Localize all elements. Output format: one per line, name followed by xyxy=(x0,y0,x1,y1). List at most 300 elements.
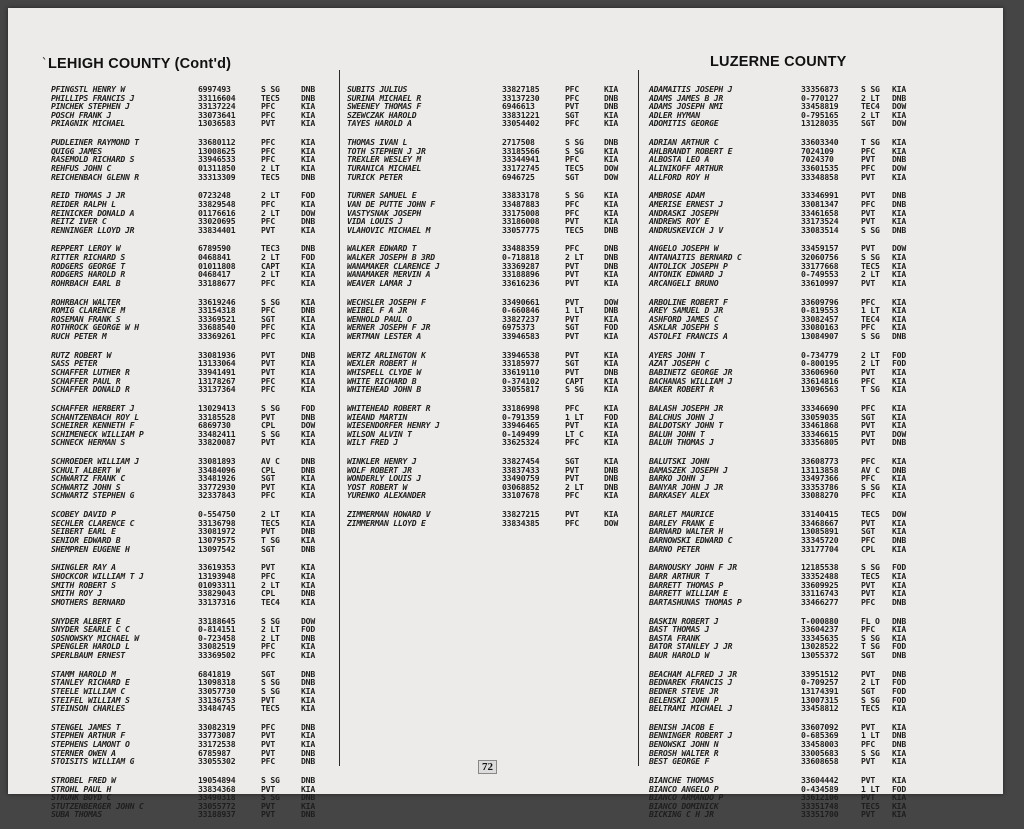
entry-status: DNB xyxy=(892,649,907,660)
roster-group xyxy=(649,349,907,395)
entry-rank: S SG xyxy=(565,137,584,148)
entry-name: SPERLBAUM ERNEST xyxy=(51,649,125,660)
roster-entry xyxy=(649,384,907,395)
entry-serial: 0-685369 xyxy=(801,730,839,741)
entry-serial: 33487883 xyxy=(502,198,540,209)
entry-rank: S SG xyxy=(565,145,584,156)
entry-name: SCHAFFER HERBERT J xyxy=(51,402,135,413)
entry-serial: 33458812 xyxy=(801,703,839,714)
entry-status: KIA xyxy=(892,756,907,767)
entry-serial: 33137230 xyxy=(502,92,540,103)
entry-rank: 2 LT xyxy=(261,252,280,263)
entry-serial: 12185538 xyxy=(801,562,839,573)
roster-group xyxy=(51,723,331,766)
entry-name: REITZ IVER C xyxy=(51,216,107,227)
entry-serial: 33461658 xyxy=(801,207,839,218)
entry-status: DOW xyxy=(604,517,619,528)
entry-rank: PFC xyxy=(261,137,276,148)
entry-name: REID THOMAS J JR xyxy=(51,190,125,201)
entry-serial: 0468841 xyxy=(198,252,231,263)
entry-name: PUDLEINER RAYMOND T xyxy=(51,137,139,148)
entry-serial: 33081347 xyxy=(801,198,839,209)
entry-serial: 33172745 xyxy=(502,162,540,173)
entry-rank: PFC xyxy=(861,375,876,386)
entry-serial: 33820087 xyxy=(198,437,236,448)
entry-name: RUTZ ROBERT W xyxy=(51,349,112,360)
entry-rank: S SG xyxy=(861,224,880,235)
entry-serial: 33829043 xyxy=(198,588,236,599)
entry-serial: 33082457 xyxy=(801,313,839,324)
entry-serial: 13178267 xyxy=(198,375,236,386)
entry-status: KIA xyxy=(892,269,907,280)
roster-column-1 xyxy=(51,85,331,829)
entry-rank: PVT xyxy=(261,739,276,750)
entry-name: SEIBERT EARL E xyxy=(51,526,116,537)
entry-serial: 0-723458 xyxy=(198,632,236,643)
roster-entry xyxy=(649,596,907,607)
entry-rank: PFC xyxy=(261,721,276,732)
entry-rank: PFC xyxy=(261,490,276,501)
entry-rank: TEC3 xyxy=(261,243,280,254)
entry-serial: 32337843 xyxy=(198,490,236,501)
entry-serial: 33185528 xyxy=(198,411,236,422)
entry-status: KIA xyxy=(301,703,316,714)
entry-name: BARKASEY ALEX xyxy=(649,490,710,501)
entry-name: AREY SAMUEL D JR xyxy=(649,305,723,316)
entry-serial: 33680112 xyxy=(198,137,236,148)
entry-name: STENGEL JAMES T xyxy=(51,721,121,732)
entry-status: KIA xyxy=(604,509,619,520)
roster-group xyxy=(51,298,331,341)
entry-status: KIA xyxy=(604,331,619,341)
entry-serial: 33054402 xyxy=(502,118,540,129)
entry-serial: 0-734779 xyxy=(801,349,839,360)
entry-status: KIA xyxy=(892,277,907,288)
entry-status: KIA xyxy=(301,118,316,129)
entry-status: DNB xyxy=(301,305,316,316)
entry-name: BARNO PETER xyxy=(649,543,700,554)
entry-name: ARCANGELI BRUNO xyxy=(649,277,719,288)
entry-serial: 33834401 xyxy=(198,224,236,235)
entry-name: SCHROEDER WILLIAM J xyxy=(51,456,139,467)
entry-status: KIA xyxy=(892,296,907,307)
roster-entry xyxy=(347,279,632,288)
entry-serial: 6841819 xyxy=(198,668,231,679)
entry-serial: 33606960 xyxy=(801,366,839,377)
entry-name: BALCHUS JOHN J xyxy=(649,411,714,422)
entry-rank: PFC xyxy=(861,473,876,484)
entry-serial: 33609925 xyxy=(801,579,839,590)
entry-rank: PFC xyxy=(261,305,276,316)
entry-status: DNB xyxy=(892,190,907,201)
entry-serial: 33466277 xyxy=(801,596,839,607)
entry-rank: PVT xyxy=(261,809,276,820)
entry-serial: 33601535 xyxy=(801,162,839,173)
entry-status: DNB xyxy=(604,464,619,475)
entry-serial: 33188677 xyxy=(198,277,236,288)
entry-status: KIA xyxy=(301,481,316,492)
entry-name: BIANCO ANGELO P xyxy=(649,783,719,794)
entry-rank: T SG xyxy=(861,384,880,395)
entry-status: DNB xyxy=(892,331,907,341)
entry-status: KIA xyxy=(892,109,907,120)
entry-rank: TEC5 xyxy=(261,171,280,182)
entry-rank: PFC xyxy=(565,243,580,254)
entry-status: DNB xyxy=(604,92,619,103)
entry-serial: 19054894 xyxy=(198,775,236,786)
roster-entry xyxy=(649,437,907,448)
entry-name: SMITH ROY J xyxy=(51,588,102,599)
entry-status: KIA xyxy=(604,216,619,227)
entry-serial: 33346615 xyxy=(801,428,839,439)
entry-rank: SGT xyxy=(861,118,876,129)
entry-name: SMITH ROBERT S xyxy=(51,579,116,590)
roster-group xyxy=(51,404,331,447)
entry-status: DOW xyxy=(301,207,316,218)
roster-group xyxy=(51,351,331,394)
entry-serial: 6997493 xyxy=(198,84,231,94)
entry-status: KIA xyxy=(604,384,619,395)
entry-rank: PFC xyxy=(261,216,276,227)
entry-status: DNB xyxy=(301,216,316,227)
entry-rank: TEC5 xyxy=(861,260,880,271)
entry-rank: PFC xyxy=(565,437,580,448)
entry-rank: 2 LT xyxy=(861,269,880,280)
entry-status: KIA xyxy=(301,509,316,520)
roster-group xyxy=(649,721,907,767)
entry-name: SCHAFFER PAUL R xyxy=(51,375,121,386)
entry-status: DNB xyxy=(604,305,619,316)
entry-rank: S SG xyxy=(261,792,280,803)
entry-rank: 1 LT xyxy=(861,730,880,741)
entry-serial: 33619246 xyxy=(198,296,236,307)
entry-serial: 33346991 xyxy=(801,190,839,201)
entry-serial: 0-554750 xyxy=(198,509,236,520)
entry-status: DNB xyxy=(892,224,907,235)
entry-serial: 33827237 xyxy=(502,313,540,324)
entry-serial: 0-819553 xyxy=(801,305,839,316)
entry-status: DNB xyxy=(892,464,907,475)
entry-rank: PFC xyxy=(261,375,276,386)
entry-serial: 33353786 xyxy=(801,481,839,492)
roster-entry xyxy=(649,756,907,767)
entry-serial: 33834385 xyxy=(502,517,540,528)
entry-rank: PVT xyxy=(861,277,876,288)
entry-serial: 33951512 xyxy=(801,668,839,679)
roster-entry xyxy=(347,491,632,500)
roster-entry xyxy=(649,171,907,182)
entry-status: KIA xyxy=(892,517,907,528)
entry-serial: 0-718818 xyxy=(502,252,540,263)
entry-rank: PVT xyxy=(261,481,276,492)
entry-serial: 33608773 xyxy=(801,456,839,467)
entry-status: DNB xyxy=(301,243,316,254)
entry-serial: 33154318 xyxy=(198,305,236,316)
entry-name: WERTMAN LESTER A xyxy=(347,331,421,341)
entry-serial: 13036583 xyxy=(198,118,236,129)
entry-serial: 0-749553 xyxy=(801,269,839,280)
roster-entry xyxy=(347,385,632,394)
entry-status: KIA xyxy=(892,384,907,395)
entry-name: STOISITS WILLIAM G xyxy=(51,756,135,767)
entry-serial: 13098318 xyxy=(198,677,236,688)
entry-rank: PVT xyxy=(261,800,276,811)
entry-status: KIA xyxy=(892,322,907,333)
entry-name: BARNOWSKI EDWARD C xyxy=(649,535,733,546)
roster-group xyxy=(51,670,331,713)
entry-serial: 33175008 xyxy=(502,207,540,218)
entry-status: KIA xyxy=(301,224,316,235)
entry-name: ADLER HYMAN xyxy=(649,109,700,120)
entry-rank: SGT xyxy=(861,685,876,696)
entry-name: THOMAS IVAN L xyxy=(347,137,408,148)
roster-group xyxy=(347,510,632,527)
entry-name: VIDA LOUIS J xyxy=(347,216,403,227)
entry-rank: PFC xyxy=(261,277,276,288)
entry-status: KIA xyxy=(301,641,316,652)
entry-name: WHISPELL CLYDE W xyxy=(347,366,421,377)
entry-serial: 33172538 xyxy=(198,739,236,750)
entry-name: SNYDER ALBERT E xyxy=(51,615,121,626)
entry-name: VASTYSNAK JOSEPH xyxy=(347,207,421,218)
entry-status: DOW xyxy=(892,118,907,129)
entry-name: BEDNER STEVE JR xyxy=(649,685,719,696)
entry-status: DOW xyxy=(301,615,316,626)
column-divider xyxy=(638,70,639,766)
entry-name: ANTANAITIS BERNARD C xyxy=(649,252,742,263)
entry-status: DNB xyxy=(301,721,316,732)
entry-serial: 33136798 xyxy=(198,517,236,528)
entry-status: DNB xyxy=(604,243,619,254)
entry-serial: 33005683 xyxy=(801,747,839,758)
entry-status: DOW xyxy=(604,296,619,307)
entry-name: WALKER EDWARD T xyxy=(347,243,417,254)
entry-name: BIANCO ARMANDO P xyxy=(649,792,723,803)
entry-serial: 6946613 xyxy=(502,101,535,112)
entry-status: DNB xyxy=(604,101,619,112)
entry-rank: PFC xyxy=(261,649,276,660)
entry-name: BANYAR JOHN J JR xyxy=(649,481,723,492)
entry-serial: 33481926 xyxy=(198,473,236,484)
roster-entry xyxy=(51,704,331,713)
entry-rank: PVT xyxy=(861,366,876,377)
roster-group xyxy=(51,510,331,553)
entry-status: KIA xyxy=(892,252,907,263)
entry-serial: 13008625 xyxy=(198,145,236,156)
entry-name: ALLFORD ROY H xyxy=(649,171,710,182)
roster-entry xyxy=(347,173,632,182)
entry-status: KIA xyxy=(604,207,619,218)
roster-entry xyxy=(51,332,331,341)
entry-rank: TEC5 xyxy=(565,162,584,173)
entry-rank: PVT xyxy=(565,473,580,484)
entry-rank: PVT xyxy=(261,694,276,705)
entry-name: PFINGSTL HENRY W xyxy=(51,84,125,94)
entry-name: BARR ARTHUR T xyxy=(649,571,710,581)
entry-rank: PVT xyxy=(261,366,276,377)
entry-name: SCHAFFER LUTHER R xyxy=(51,366,130,377)
entry-name: SURINA MICHAEL R xyxy=(347,92,421,103)
entry-name: WERTZ ARLINGTON K xyxy=(347,349,426,360)
entry-serial: 13084907 xyxy=(801,331,839,341)
roster-group xyxy=(649,509,907,554)
entry-status: FOD xyxy=(301,402,316,413)
entry-rank: PVT xyxy=(261,783,276,794)
entry-rank: PFC xyxy=(565,84,580,94)
entry-name: WALKER JOSEPH B 3RD xyxy=(347,252,435,263)
entry-name: TURNER SAMUEL E xyxy=(347,190,417,201)
entry-serial: 13055372 xyxy=(801,649,839,660)
entry-serial: 33348858 xyxy=(801,171,839,182)
entry-name: ZIMMERMAN HOWARD V xyxy=(347,509,431,520)
entry-status: KIA xyxy=(301,800,316,811)
entry-name: PINCHEK STEPHEN J xyxy=(51,101,130,112)
entry-rank: AV C xyxy=(261,456,280,467)
entry-rank: PVT xyxy=(261,118,276,129)
entry-serial: 33186008 xyxy=(502,216,540,227)
roster-group xyxy=(51,457,331,500)
roster-group xyxy=(51,776,331,819)
entry-name: AMBROSE ADAM xyxy=(649,190,705,201)
entry-status: KIA xyxy=(301,517,316,528)
entry-rank: PFC xyxy=(861,535,876,546)
entry-serial: 33468667 xyxy=(801,517,839,528)
entry-serial: 33484745 xyxy=(198,703,236,714)
entry-rank: PFC xyxy=(261,145,276,156)
entry-status: KIA xyxy=(604,154,619,165)
entry-rank: TEC5 xyxy=(861,703,880,714)
entry-serial: 33369521 xyxy=(198,313,236,324)
entry-status: KIA xyxy=(892,137,907,148)
entry-rank: S SG xyxy=(861,331,880,341)
entry-status: DOW xyxy=(604,162,619,173)
entry-status: KIA xyxy=(301,783,316,794)
entry-name: SOSNOWSKY MICHAEL W xyxy=(51,632,139,643)
entry-name: SWEENEY THOMAS F xyxy=(347,101,421,112)
entry-name: SECHLER CLARENCE C xyxy=(51,517,135,528)
entry-rank: 2 LT xyxy=(861,358,880,369)
entry-serial: 33088270 xyxy=(801,490,839,501)
entry-name: WEIBEL F A JR xyxy=(347,305,408,316)
entry-name: BALDOTSKY JOHN T xyxy=(649,420,723,431)
entry-serial: 33186998 xyxy=(502,402,540,413)
entry-name: ANDREWS ROY E xyxy=(649,216,710,227)
entry-rank: S SG xyxy=(565,190,584,201)
entry-rank: PFC xyxy=(565,402,580,413)
entry-rank: PFC xyxy=(261,331,276,341)
entry-serial: 33083514 xyxy=(801,224,839,235)
entry-rank: SGT xyxy=(861,649,876,660)
entry-status: KIA xyxy=(892,543,907,554)
entry-name: RENNINGER LLOYD JR xyxy=(51,224,135,235)
entry-rank: PFC xyxy=(861,456,876,467)
entry-rank: SGT xyxy=(861,526,876,537)
entry-name: STRUNK BOYD C xyxy=(51,792,112,803)
entry-rank: PVT xyxy=(565,366,580,377)
entry-rank: PVT xyxy=(261,411,276,422)
entry-rank: S SG xyxy=(861,747,880,758)
entry-rank: SGT xyxy=(565,322,580,333)
entry-status: DNB xyxy=(892,730,907,741)
roster-entry xyxy=(649,331,907,341)
entry-name: SZEWCZAK HAROLD xyxy=(347,109,417,120)
entry-rank: S SG xyxy=(261,685,280,696)
entry-status: FOD xyxy=(892,783,907,794)
roster-entry xyxy=(347,332,632,341)
entry-serial: 33082519 xyxy=(198,641,236,652)
entry-status: KIA xyxy=(301,313,316,324)
entry-status: KIA xyxy=(892,411,907,422)
entry-name: WECHSLER JOSEPH F xyxy=(347,296,426,307)
entry-status: KIA xyxy=(301,579,316,590)
entry-rank: PVT xyxy=(565,420,580,431)
entry-status: DNB xyxy=(301,464,316,475)
roster-entry xyxy=(649,703,907,714)
entry-serial: 33057730 xyxy=(198,685,236,696)
entry-status: DNB xyxy=(892,535,907,546)
entry-status: KIA xyxy=(604,375,619,386)
entry-rank: SGT xyxy=(565,171,580,182)
entry-status: KIA xyxy=(892,703,907,714)
entry-name: ADAMS JAMES B JR xyxy=(649,92,723,103)
entry-rank: 2 LT xyxy=(565,252,584,263)
entry-rank: PFC xyxy=(861,162,876,173)
entry-serial: 33946465 xyxy=(502,420,540,431)
entry-status: KIA xyxy=(301,198,316,209)
entry-serial: 0-800195 xyxy=(801,358,839,369)
entry-serial: 33946583 xyxy=(502,331,540,341)
entry-serial: 13079575 xyxy=(198,535,236,546)
entry-name: BARTASHUNAS THOMAS P xyxy=(649,596,742,607)
entry-name: QUIGG JAMES xyxy=(51,145,102,156)
entry-rank: S SG xyxy=(861,84,880,94)
entry-serial: 6785987 xyxy=(198,747,231,758)
entry-name: BARLET MAURICE xyxy=(649,509,714,520)
entry-name: ASKLAR JOSEPH S xyxy=(649,322,719,333)
entry-rank: TEC5 xyxy=(261,703,280,714)
entry-status: DNB xyxy=(301,809,316,820)
entry-status: DOW xyxy=(892,428,907,439)
entry-serial: 01011808 xyxy=(198,260,236,271)
entry-serial: 33773087 xyxy=(198,730,236,741)
entry-rank: 2 LT xyxy=(861,677,880,688)
entry-status: KIA xyxy=(301,109,316,120)
entry-serial: 33188645 xyxy=(198,615,236,626)
entry-serial: 6946725 xyxy=(502,171,535,182)
entry-name: SCHAFFER DONALD R xyxy=(51,384,130,395)
entry-status: KIA xyxy=(301,269,316,280)
entry-serial: 6789590 xyxy=(198,243,231,254)
entry-name: SCHNECK HERMAN S xyxy=(51,437,125,448)
roster-entry xyxy=(51,651,331,660)
entry-serial: 33458819 xyxy=(801,101,839,112)
entry-rank: SGT xyxy=(261,543,276,554)
entry-status: DNB xyxy=(604,252,619,263)
entry-rank: SGT xyxy=(565,358,580,369)
entry-rank: PFC xyxy=(861,624,876,635)
entry-name: REINICKER DONALD A xyxy=(51,207,135,218)
entry-name: BASKIN ROBERT J xyxy=(649,615,719,626)
entry-rank: TEC5 xyxy=(861,509,880,520)
entry-name: WHITEHEAD ROBERT R xyxy=(347,402,431,413)
entry-status: KIA xyxy=(604,190,619,201)
roster-entry xyxy=(649,277,907,288)
entry-name: SPENGLER HAROLD L xyxy=(51,641,130,652)
entry-status: DNB xyxy=(301,543,316,554)
entry-serial: 7024109 xyxy=(801,145,834,156)
entry-status: DNB xyxy=(301,677,316,688)
entry-rank: PFC xyxy=(565,198,580,209)
